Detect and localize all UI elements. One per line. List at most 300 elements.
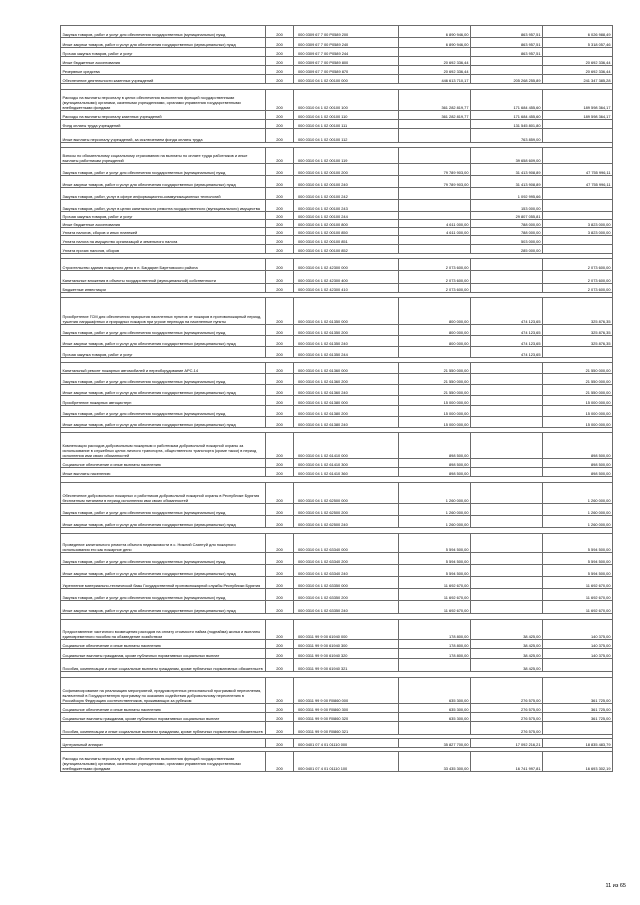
row-name: Закупка товаров, работ и услуг для обеспечения государственных (муниципальных) нужд [61, 325, 266, 336]
row-assigned [399, 245, 471, 254]
row-kbk: 000 0309 67 7 00 Р0589 200 [294, 26, 399, 38]
row-kbk: 000 0310 04 1 02 63350 240 [294, 601, 399, 614]
row-name: Уплата налога на имущество организаций и земельного налога [61, 236, 266, 245]
row-assigned: 21 550 000,00 [399, 385, 471, 396]
row-code: 200 [266, 298, 294, 325]
row-assigned: 1 260 000,00 [399, 504, 471, 516]
row-executed [471, 57, 543, 66]
row-code: 200 [266, 236, 294, 245]
row-executed: 17 092 216,21 [471, 739, 543, 748]
row-assigned: 1 260 000,00 [399, 483, 471, 504]
row-kbk: 000 0309 67 7 00 Р0589 800 [294, 57, 399, 66]
row-unexecuted: 189 598 364,17 [543, 90, 613, 111]
row-kbk: 000 0310 04 1 02 61410 000 [294, 433, 399, 459]
row-name: Уплата прочих налогов, сборов [61, 245, 266, 254]
row-name: Социальные выплаты гражданам, кроме публичных нормативных социальных выплат [61, 649, 266, 659]
table-row [61, 374, 613, 385]
row-code: 200 [266, 26, 294, 38]
row-kbk: 000 0310 04 1 02 42300 400 [294, 271, 399, 284]
table-row [61, 678, 613, 704]
table-row [61, 48, 613, 57]
row-unexecuted [543, 129, 613, 143]
row-kbk: 000 0310 04 1 02 61350 000 [294, 298, 399, 325]
row-assigned: 898 500,00 [399, 459, 471, 468]
row-unexecuted [543, 200, 613, 212]
table-row [61, 236, 613, 245]
row-executed: 863 957,51 [471, 38, 543, 48]
row-executed [471, 284, 543, 293]
table-row [61, 534, 613, 553]
row-code: 200 [266, 220, 294, 228]
row-name: Обеспечение деятельности казенных учреждений [61, 75, 266, 84]
row-name: Иные закупки товаров, работ и услуг для обеспечения государственных (муниципальных) нужд [61, 565, 266, 577]
table-row [61, 212, 613, 220]
row-executed [471, 417, 543, 428]
row-code: 200 [266, 212, 294, 220]
row-executed: 39 658 609,00 [471, 148, 543, 164]
row-code: 200 [266, 385, 294, 396]
table-row [61, 553, 613, 565]
row-name: Иные закупки товаров, работ и услуг для обеспечения государственных (муниципальных) нужд [61, 336, 266, 347]
row-unexecuted: 361 725,00 [543, 704, 613, 713]
row-name: Закупка товаров, работ и услуг для обеспечения государственных (муниципальных) нужд [61, 504, 266, 516]
row-unexecuted: 140 375,00 [543, 620, 613, 640]
row-code: 200 [266, 336, 294, 347]
row-kbk: 000 0310 04 1 02 61360 240 [294, 385, 399, 396]
row-name: Прочая закупка товаров, работ и услуг [61, 347, 266, 358]
row-assigned: 20 692 336,44 [399, 66, 471, 75]
row-name: Пособия, компенсации и иные социальные выплаты гражданам, кроме публичных нормативных обязательств [61, 722, 266, 735]
row-kbk: 000 0310 04 1 02 61380 000 [294, 396, 399, 406]
row-code: 200 [266, 713, 294, 722]
row-executed: 788 000,00 [471, 228, 543, 236]
row-executed: 31 413 908,89 [471, 176, 543, 188]
row-kbk: 000 0310 04 1 02 00100 100 [294, 90, 399, 111]
row-assigned: 79 789 903,00 [399, 176, 471, 188]
row-executed: 276 575,00 [471, 713, 543, 722]
row-kbk: 000 0310 04 1 02 00100 000 [294, 75, 399, 84]
row-unexecuted: 21 550 000,00 [543, 385, 613, 396]
row-code: 200 [266, 363, 294, 374]
row-code: 200 [266, 57, 294, 66]
row-executed [471, 363, 543, 374]
table-row [61, 120, 613, 129]
row-name: Прочая закупка товаров, работ и услуг [61, 48, 266, 57]
row-name: Иные закупки товаров, работ и услуг для обеспечения государственных (муниципальных) нужд [61, 38, 266, 48]
row-kbk: 000 0310 04 1 02 00100 119 [294, 148, 399, 164]
table-row [61, 284, 613, 293]
row-executed: 276 575,00 [471, 704, 543, 713]
row-assigned: 11 692 670,00 [399, 601, 471, 614]
table-row [61, 433, 613, 459]
row-unexecuted: 47 755 996,11 [543, 164, 613, 176]
row-name: Социальные выплаты гражданам, кроме публичных нормативных социальных выплат [61, 713, 266, 722]
row-assigned: 635 300,00 [399, 713, 471, 722]
row-unexecuted: 1 260 000,00 [543, 483, 613, 504]
row-assigned: 4 611 000,00 [399, 220, 471, 228]
table-row [61, 38, 613, 48]
row-name: Иные выплаты населению [61, 468, 266, 477]
row-unexecuted: 189 598 364,17 [543, 111, 613, 120]
row-name: Иные закупки товаров, работ и услуг для обеспечения государственных (муниципальных) нужд [61, 417, 266, 428]
row-executed: 38 425,00 [471, 649, 543, 659]
row-name: Закупка товаров, работ и услуг для обеспечения государственных (муниципальных) нужд [61, 164, 266, 176]
row-code: 200 [266, 188, 294, 200]
table-row [61, 640, 613, 649]
table-row [61, 516, 613, 528]
row-unexecuted: 6 026 988,49 [543, 26, 613, 38]
row-executed: 276 575,00 [471, 678, 543, 704]
row-executed [471, 601, 543, 614]
row-assigned: 898 500,00 [399, 433, 471, 459]
row-kbk: 000 0310 04 1 02 61380 240 [294, 417, 399, 428]
row-assigned [399, 148, 471, 164]
row-unexecuted: 15 000 000,00 [543, 396, 613, 406]
row-name: Иные закупки товаров, работ и услуг для обеспечения государственных (муниципальных) нужд [61, 516, 266, 528]
row-unexecuted: 898 500,00 [543, 459, 613, 468]
row-assigned [399, 129, 471, 143]
row-code: 200 [266, 75, 294, 84]
row-name: Приобретение пожарных автоцистерн [61, 396, 266, 406]
row-code: 200 [266, 659, 294, 672]
table-row [61, 649, 613, 659]
row-name: Проведение капитального ремонта объекта недвижимости в с. Нижний Саянтуй для пожарного использования его как пожарное депо [61, 534, 266, 553]
row-executed [471, 504, 543, 516]
row-unexecuted [543, 188, 613, 200]
row-assigned [399, 347, 471, 358]
row-code: 200 [266, 678, 294, 704]
row-kbk: 000 0310 04 1 02 42300 000 [294, 259, 399, 271]
row-code: 200 [266, 48, 294, 57]
row-name: Закупка товаров, работ и услуг для обеспечения государственных (муниципальных) нужд [61, 374, 266, 385]
row-kbk: 000 0309 67 7 00 Р0589 870 [294, 66, 399, 75]
table-row [61, 504, 613, 516]
row-executed: 276 575,00 [471, 722, 543, 735]
row-assigned: 20 692 336,44 [399, 57, 471, 66]
row-unexecuted: 361 725,00 [543, 713, 613, 722]
table-row [61, 176, 613, 188]
row-kbk: 000 0310 04 1 02 42300 410 [294, 284, 399, 293]
row-code: 200 [266, 534, 294, 553]
row-code: 200 [266, 66, 294, 75]
row-executed [471, 589, 543, 601]
row-executed: 29 807 055,81 [471, 212, 543, 220]
row-name: Иные закупки товаров, работ и услуг для обеспечения государственных (муниципальных) нужд [61, 385, 266, 396]
row-name: Взносы по обязательному социальному страхованию на выплаты по оплате труда работников и иные выплаты работникам учреждений [61, 148, 266, 164]
row-kbk: 000 0311 99 9 00 61940 000 [294, 620, 399, 640]
table-row [61, 739, 613, 748]
row-name: Капитальный ремонт пожарных автомобилей и переоборудование АРС-14 [61, 363, 266, 374]
row-assigned: 15 000 000,00 [399, 406, 471, 417]
row-code: 200 [266, 565, 294, 577]
row-unexecuted: 140 375,00 [543, 649, 613, 659]
row-unexecuted: 15 000 000,00 [543, 406, 613, 417]
row-kbk: 000 0310 04 1 02 61350 244 [294, 347, 399, 358]
row-name: Иные бюджетные ассигнования [61, 220, 266, 228]
row-kbk: 000 0310 04 1 02 00100 242 [294, 188, 399, 200]
row-name: Уплата налогов, сборов и иных платежей [61, 228, 266, 236]
row-code: 200 [266, 516, 294, 528]
row-unexecuted [543, 245, 613, 254]
table-row [61, 111, 613, 120]
row-assigned: 800 000,00 [399, 325, 471, 336]
table-row [61, 66, 613, 75]
row-kbk: 000 0310 04 1 02 63340 240 [294, 565, 399, 577]
table-row [61, 26, 613, 38]
row-kbk: 000 0311 99 9 00 61940 300 [294, 640, 399, 649]
row-kbk: 000 0310 04 1 02 62500 240 [294, 516, 399, 528]
row-code: 200 [266, 739, 294, 748]
row-executed: 763 859,00 [471, 129, 543, 143]
row-code: 200 [266, 459, 294, 468]
row-unexecuted: 21 550 000,00 [543, 374, 613, 385]
row-name: Приобретение ГСМ для обеспечения прикрытия населенных пунктов от пожаров в противопожарный период, тушения ландшафтных и природных пожаров при угрозе перехода на населенные пункты [61, 298, 266, 325]
row-name: Социальное обеспечение и иные выплаты населению [61, 704, 266, 713]
row-unexecuted: 361 725,00 [543, 678, 613, 704]
row-code: 200 [266, 589, 294, 601]
row-kbk: 000 0310 04 1 02 61410 360 [294, 468, 399, 477]
row-unexecuted: 11 692 670,00 [543, 577, 613, 589]
row-assigned: 33 435 300,00 [399, 752, 471, 772]
row-name: Закупка товаров, работ, услуг в целях капитального ремонта государственного (муниципального) имущества [61, 200, 266, 212]
row-name: Пособия, компенсации и иные социальные выплаты гражданам, кроме публичных нормативных обязательств [61, 659, 266, 672]
table-row [61, 336, 613, 347]
row-code: 200 [266, 468, 294, 477]
table-row [61, 659, 613, 672]
table-row [61, 483, 613, 504]
row-code: 200 [266, 577, 294, 589]
row-unexecuted: 47 755 996,11 [543, 176, 613, 188]
row-assigned: 5 594 500,00 [399, 534, 471, 553]
table-row [61, 75, 613, 84]
row-unexecuted: 11 692 670,00 [543, 589, 613, 601]
row-unexecuted: 3 823 000,00 [543, 228, 613, 236]
row-executed [471, 565, 543, 577]
row-kbk: 000 0310 04 1 02 63350 200 [294, 589, 399, 601]
row-executed [471, 516, 543, 528]
row-kbk: 000 0310 04 1 02 62500 200 [294, 504, 399, 516]
row-unexecuted [543, 48, 613, 57]
row-assigned: 15 000 000,00 [399, 417, 471, 428]
row-name: Закупка товаров, работ и услуг для обеспечения государственных (муниципальных) нужд [61, 26, 266, 38]
row-executed: 205 268 255,89 [471, 75, 543, 84]
row-assigned: 2 073 600,00 [399, 284, 471, 293]
row-name: Закупка товаров, работ и услуг для обеспечения государственных (муниципальных) нужд [61, 589, 266, 601]
row-kbk: 000 0310 04 1 02 00100 851 [294, 236, 399, 245]
row-kbk: 000 0310 04 1 02 63340 000 [294, 534, 399, 553]
row-name: Софинансирование на реализацию мероприятий, предусмотренных региональной программой переселения, включенной в Государственную программу по оказанию содействия добровольному переселению в Российскую Федерацию соотечественников, проживающих за рубежом [61, 678, 266, 704]
row-unexecuted: 16 693 302,19 [543, 752, 613, 772]
row-code: 200 [266, 417, 294, 428]
row-unexecuted [543, 236, 613, 245]
row-executed: 474 123,65 [471, 298, 543, 325]
row-code: 200 [266, 553, 294, 565]
row-unexecuted: 241 347 385,28 [543, 75, 613, 84]
row-unexecuted: 5 594 500,00 [543, 534, 613, 553]
row-assigned: 446 613 710,17 [399, 75, 471, 84]
row-name: Компенсация расходов добровольным пожарным и работникам добровольной пожарной охраны за использование в служебных целях личного транспорта, общественного транспорта (кроме такси) в период исполнения ими своих обязанностей [61, 433, 266, 459]
row-assigned: 35 827 700,00 [399, 739, 471, 748]
row-code: 200 [266, 396, 294, 406]
table-row [61, 385, 613, 396]
row-code: 200 [266, 640, 294, 649]
row-unexecuted: 1 260 000,00 [543, 516, 613, 528]
row-unexecuted [543, 148, 613, 164]
row-assigned: 361 282 819,77 [399, 90, 471, 111]
row-assigned: 2 073 600,00 [399, 259, 471, 271]
row-code: 200 [266, 704, 294, 713]
row-name: Расходы на выплаты персоналу в целях обеспечения выполнения функций государственными (муниципальными) органами, казенными учреждениями, органами управления государственными внебюджетными фондами [61, 90, 266, 111]
table-row [61, 459, 613, 468]
row-executed [471, 483, 543, 504]
row-executed: 474 123,65 [471, 325, 543, 336]
row-name: Предоставление частичного возмещения расходов на оплату стоимости найма (поднайма) жилья и выплаты единовременного пособия на обзаведение хозяйством [61, 620, 266, 640]
row-kbk: 000 0310 04 1 02 61380 200 [294, 406, 399, 417]
row-kbk: 000 0311 99 9 00 R0860 321 [294, 722, 399, 735]
row-assigned: 2 073 600,00 [399, 271, 471, 284]
row-kbk: 000 0310 04 1 02 00100 112 [294, 129, 399, 143]
row-unexecuted: 18 835 483,79 [543, 739, 613, 748]
row-assigned [399, 188, 471, 200]
table-row [61, 722, 613, 735]
row-name: Социальное обеспечение и иные выплаты населению [61, 459, 266, 468]
row-executed: 31 413 908,89 [471, 164, 543, 176]
row-kbk: 000 0310 04 1 02 61410 300 [294, 459, 399, 468]
row-kbk: 000 0309 67 7 00 Р0589 240 [294, 38, 399, 48]
row-unexecuted: 325 876,35 [543, 336, 613, 347]
table-row [61, 57, 613, 66]
row-unexecuted [543, 212, 613, 220]
row-name: Строительство здания пожарного депо в п. Багдарин Баунтовского района [61, 259, 266, 271]
row-name: Расходы на выплаты персоналу в целях обеспечения выполнения функций государственными (муниципальными) органами, казенными учреждениями, органами управления государственными внебюджетными фондами [61, 752, 266, 772]
row-executed [471, 468, 543, 477]
row-name: Резервные средства [61, 66, 266, 75]
row-kbk: 000 0310 04 1 02 00100 240 [294, 176, 399, 188]
row-kbk: 000 0310 04 1 02 63350 000 [294, 577, 399, 589]
row-kbk: 000 0311 99 9 00 61940 320 [294, 649, 399, 659]
row-assigned: 11 692 670,00 [399, 577, 471, 589]
table-row [61, 601, 613, 614]
row-kbk: 000 0311 99 9 00 R0860 320 [294, 713, 399, 722]
row-code: 200 [266, 433, 294, 459]
row-kbk: 000 0311 99 9 00 61940 321 [294, 659, 399, 672]
table-row [61, 406, 613, 417]
row-code: 200 [266, 620, 294, 640]
row-unexecuted: 5 594 500,00 [543, 553, 613, 565]
table-row [61, 245, 613, 254]
row-kbk: 000 0310 04 1 02 00100 244 [294, 212, 399, 220]
row-unexecuted: 5 594 500,00 [543, 565, 613, 577]
row-name: Укрепление материально-технической базы Государственной противопожарной службы Республики Бурятия [61, 577, 266, 589]
row-kbk: 000 0311 99 9 00 R0860 000 [294, 678, 399, 704]
row-code: 200 [266, 120, 294, 129]
row-assigned: 21 550 000,00 [399, 374, 471, 385]
row-executed: 38 425,00 [471, 640, 543, 649]
row-name: Закупка товаров, работ и услуг для обеспечения государственных (муниципальных) нужд [61, 553, 266, 565]
row-name: Закупка товаров, работ и услуг для обеспечения государственных (муниципальных) нужд [61, 406, 266, 417]
row-executed: 863 957,51 [471, 48, 543, 57]
row-assigned: 178 800,00 [399, 649, 471, 659]
row-code: 200 [266, 347, 294, 358]
row-code: 200 [266, 325, 294, 336]
row-name: Расходы на выплаты персоналу казенных учреждений [61, 111, 266, 120]
row-name: Фонд оплаты труда учреждений [61, 120, 266, 129]
row-executed: 38 425,00 [471, 659, 543, 672]
row-unexecuted: 1 260 000,00 [543, 504, 613, 516]
row-name: Иные закупки товаров, работ и услуг для обеспечения государственных (муниципальных) нужд [61, 176, 266, 188]
row-name: Бюджетные инвестиции [61, 284, 266, 293]
table-row [61, 620, 613, 640]
row-assigned [399, 200, 471, 212]
row-executed: 153 000,00 [471, 200, 543, 212]
row-assigned: 4 611 000,00 [399, 228, 471, 236]
row-name: Иные бюджетные ассигнования [61, 57, 266, 66]
row-executed: 16 741 997,81 [471, 752, 543, 772]
table-row [61, 90, 613, 111]
row-code: 200 [266, 228, 294, 236]
row-unexecuted: 5 318 057,46 [543, 38, 613, 48]
row-code: 200 [266, 722, 294, 735]
page-number: 11 из 65 [605, 883, 626, 889]
row-executed [471, 534, 543, 553]
row-name: Прочая закупка товаров, работ и услуг [61, 212, 266, 220]
row-name: Иные закупки товаров, работ и услуг для обеспечения государственных (муниципальных) нужд [61, 601, 266, 614]
table-row [61, 228, 613, 236]
row-name: Закупка товаров, работ, услуг в сфере информационно-коммуникационных технологий [61, 188, 266, 200]
row-code: 200 [266, 284, 294, 293]
row-assigned: 178 800,00 [399, 640, 471, 649]
row-code: 200 [266, 176, 294, 188]
table-row [61, 752, 613, 772]
row-unexecuted: 11 692 670,00 [543, 601, 613, 614]
row-unexecuted [543, 120, 613, 129]
row-executed [471, 374, 543, 385]
row-name: Капитальные вложения в объекты государственной (муниципальной) собственности [61, 271, 266, 284]
row-unexecuted: 2 073 600,00 [543, 259, 613, 271]
row-executed: 131 545 801,80 [471, 120, 543, 129]
row-executed: 171 684 455,60 [471, 90, 543, 111]
row-executed [471, 553, 543, 565]
row-code: 200 [266, 259, 294, 271]
row-code: 200 [266, 649, 294, 659]
row-unexecuted [543, 659, 613, 672]
row-code: 200 [266, 752, 294, 772]
table-row [61, 417, 613, 428]
row-code: 200 [266, 504, 294, 516]
row-executed: 171 684 455,60 [471, 111, 543, 120]
row-code: 200 [266, 129, 294, 143]
table-row [61, 347, 613, 358]
row-executed [471, 433, 543, 459]
row-assigned [399, 659, 471, 672]
row-executed: 863 957,51 [471, 26, 543, 38]
table-row [61, 468, 613, 477]
row-code: 200 [266, 374, 294, 385]
table-row [61, 589, 613, 601]
table-row [61, 129, 613, 143]
table-row [61, 148, 613, 164]
row-assigned: 6 890 946,00 [399, 26, 471, 38]
row-code: 200 [266, 483, 294, 504]
row-unexecuted: 325 876,35 [543, 298, 613, 325]
table-row [61, 577, 613, 589]
row-code: 200 [266, 90, 294, 111]
row-assigned: 5 594 500,00 [399, 565, 471, 577]
row-unexecuted: 898 500,00 [543, 468, 613, 477]
table-row [61, 200, 613, 212]
row-kbk: 000 0401 07 4 01 01110 000 [294, 739, 399, 748]
row-unexecuted: 325 876,35 [543, 325, 613, 336]
